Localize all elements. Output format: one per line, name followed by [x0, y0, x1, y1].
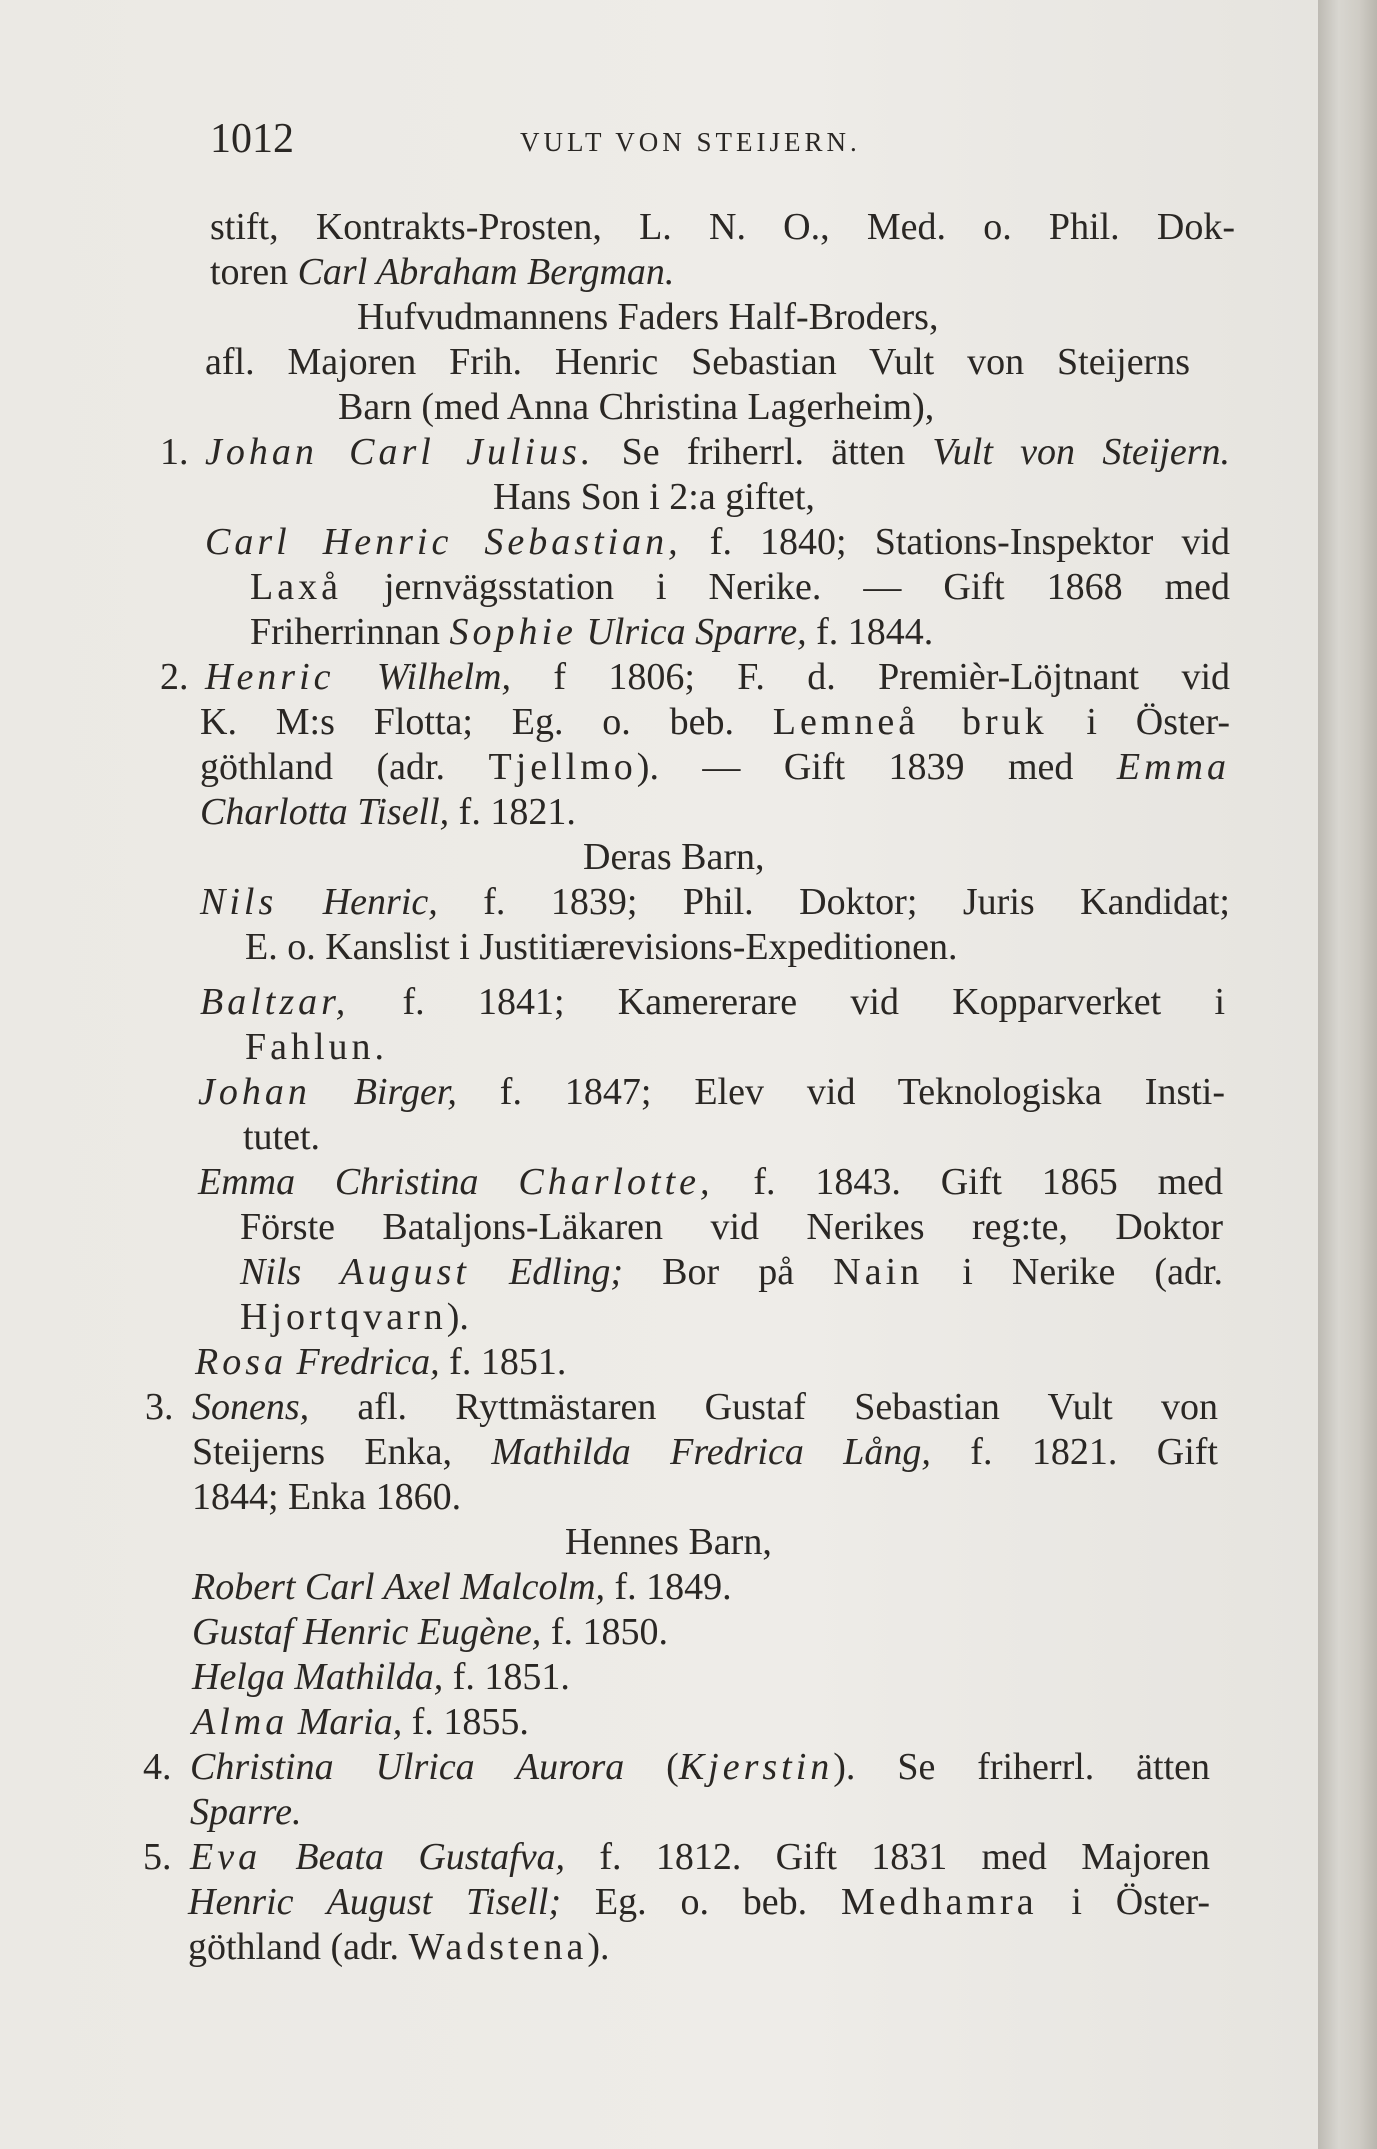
text-line: Johan Carl Julius. Se friherrl. ätten Vult von Steijern.	[205, 431, 1231, 473]
text-line: Laxå jernvägsstation i Nerike. — Gift 1868 med	[250, 566, 1230, 608]
page-header	[0, 115, 1318, 175]
text-line: Carl Henric Sebastian, f. 1840; Stations-Inspektor vid	[205, 521, 1230, 563]
text-line: göthland (adr. Wadstena).	[188, 1926, 610, 1968]
text-line: Alma Maria, f. 1855.	[192, 1701, 529, 1743]
text-line: Nils August Edling; Bor på Nain i Nerike (adr.	[240, 1251, 1224, 1293]
text-line: Robert Carl Axel Malcolm, f. 1849.	[192, 1566, 732, 1608]
entry-number: 2.	[160, 656, 189, 698]
text-line: Barn (med Anna Christina Lagerheim),	[338, 386, 935, 428]
entry-number: 4.	[143, 1746, 172, 1788]
entry-number: 1.	[160, 431, 189, 473]
text-line: Charlotta Tisell, f. 1821.	[200, 791, 576, 833]
text-line: Fahlun.	[245, 1026, 389, 1068]
entry-number: 3.	[145, 1386, 174, 1428]
text-line: Sparre.	[190, 1791, 302, 1833]
text-line: stift, Kontrakts-Prosten, L. N. O., Med. o. Phil. Dok-	[210, 206, 1235, 248]
section-heading: Deras Barn,	[583, 836, 765, 878]
running-head: VULT VON STEIJERN.	[520, 127, 861, 157]
text-line: Baltzar, f. 1841; Kamererare vid Kopparverket i	[200, 981, 1225, 1023]
text-line: 1844; Enka 1860.	[192, 1476, 462, 1518]
text-line: Rosa Fredrica, f. 1851.	[195, 1341, 567, 1383]
section-heading: Hans Son i 2:a giftet,	[493, 476, 815, 518]
text-line: tutet.	[243, 1116, 321, 1158]
text-line: Helga Mathilda, f. 1851.	[192, 1656, 570, 1698]
text-line: Eva Beata Gustafva, f. 1812. Gift 1831 med Majoren	[190, 1836, 1210, 1878]
text-line: Hjortqvarn).	[240, 1296, 469, 1338]
section-heading: Hennes Barn,	[565, 1521, 772, 1563]
page-edge	[1318, 0, 1377, 2149]
text-line: Sonens, afl. Ryttmästaren Gustaf Sebastian Vult von	[192, 1386, 1218, 1428]
text-line: Johan Birger, f. 1847; Elev vid Teknologiska Insti-	[198, 1071, 1226, 1113]
text-line: K. M:s Flotta; Eg. o. beb. Lemneå bruk i Öster-	[200, 701, 1230, 743]
text-line: Steijerns Enka, Mathilda Fredrica Lång, f. 1821. Gift	[192, 1431, 1218, 1473]
text-line: Christina Ulrica Aurora (Kjerstin). Se friherrl. ätten	[190, 1746, 1211, 1788]
text-line: Emma Christina Charlotte, f. 1843. Gift 1865 med	[198, 1161, 1223, 1203]
text-line: Nils Henric, f. 1839; Phil. Doktor; Juris Kandidat;	[200, 881, 1230, 923]
text-line: Gustaf Henric Eugène, f. 1850.	[192, 1611, 668, 1653]
text-line: Henric Wilhelm, f 1806; F. d. Premièr-Löjtnant vid	[205, 656, 1230, 698]
page-number: 1012	[210, 116, 294, 162]
text-line: Henric August Tisell; Eg. o. beb. Medhamra i Öster-	[188, 1881, 1210, 1923]
text-line: E. o. Kanslist i Justitiærevisions-Expeditionen.	[245, 926, 958, 968]
text-line: göthland (adr. Tjellmo). — Gift 1839 med Emma	[200, 746, 1230, 788]
text-line: afl. Majoren Frih. Henric Sebastian Vult von Steijerns	[205, 341, 1190, 383]
text-line: Friherrinnan Sophie Ulrica Sparre, f. 1844.	[250, 611, 934, 653]
text-line: toren Carl Abraham Bergman.	[210, 251, 675, 293]
text-line: Förste Bataljons-Läkaren vid Nerikes reg:te, Doktor	[240, 1206, 1223, 1248]
entry-number: 5.	[143, 1836, 172, 1878]
section-heading: Hufvudmannens Faders Half-Broders,	[357, 296, 939, 338]
